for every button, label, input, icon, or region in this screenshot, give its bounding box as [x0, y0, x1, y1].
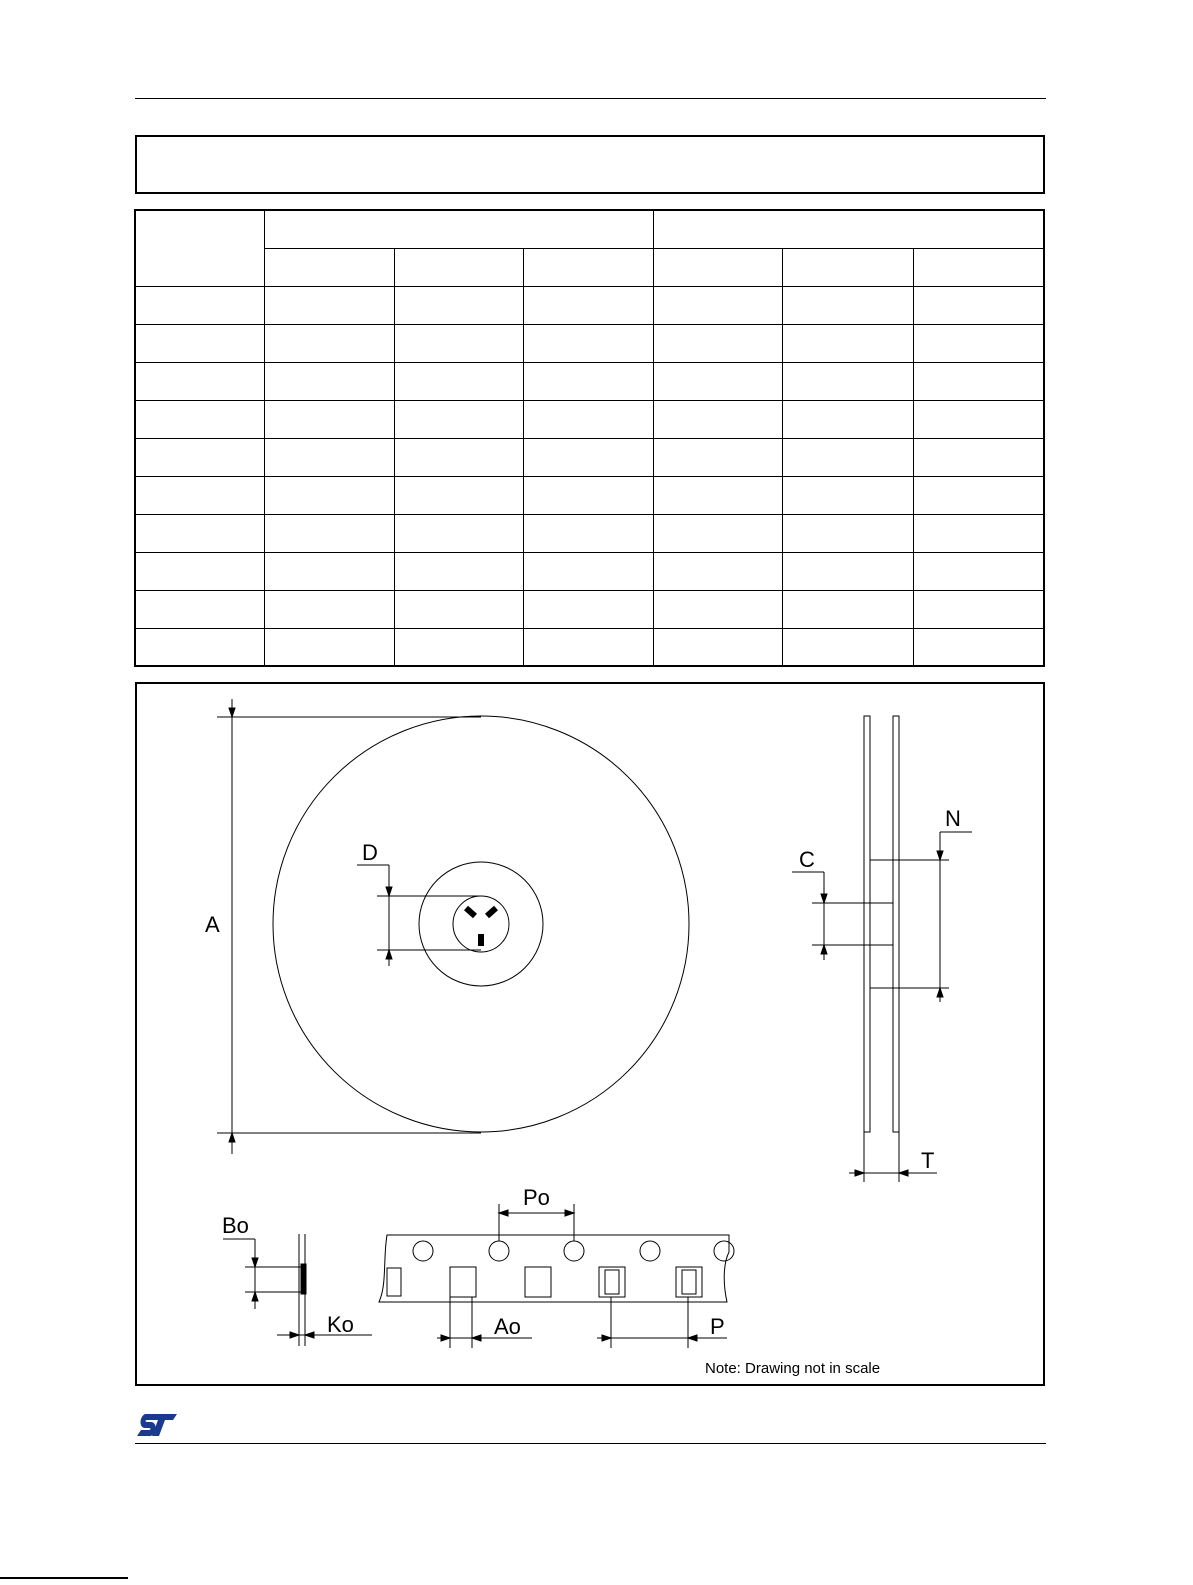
- table-header-group-millimeters: [264, 210, 653, 248]
- table-row: [135, 476, 1044, 514]
- label-c: C: [799, 847, 815, 872]
- reel-outer-circle: [273, 716, 689, 1132]
- table-row: [135, 628, 1044, 666]
- table-header-cell: [394, 248, 523, 286]
- label-t: T: [921, 1148, 935, 1173]
- reel-drawing: [137, 684, 1043, 1384]
- label-po: Po: [523, 1185, 550, 1210]
- header-rule: [135, 98, 1046, 99]
- table-header-ref-cell: [135, 210, 264, 286]
- label-d: D: [362, 840, 378, 865]
- table-header-cell: [264, 248, 394, 286]
- table-row: [135, 438, 1044, 476]
- st-logo-icon: [135, 1412, 179, 1440]
- label-ao: Ao: [494, 1314, 521, 1339]
- reel-hub-circle: [419, 862, 543, 986]
- table-header-group-inches: [653, 210, 1044, 248]
- label-n: N: [945, 806, 961, 831]
- table-row: [135, 552, 1044, 590]
- table-header-cell: [653, 248, 782, 286]
- drawing-note: Note: Drawing not in scale: [705, 1360, 881, 1377]
- table-row: [135, 514, 1044, 552]
- table-header-cell: [523, 248, 653, 286]
- label-a: A: [205, 912, 220, 937]
- label-ko: Ko: [327, 1312, 354, 1337]
- table-header-cell: [782, 248, 913, 286]
- reel-drawing-frame: [135, 682, 1045, 1386]
- table-row: [135, 590, 1044, 628]
- table-title-box: [135, 135, 1045, 194]
- bottom-edge-mark: [0, 1577, 128, 1579]
- spindle-keys: [466, 908, 496, 946]
- table-row: [135, 400, 1044, 438]
- label-bo: Bo: [222, 1213, 249, 1238]
- reel-flange-left: [864, 716, 870, 1132]
- table-row: [135, 324, 1044, 362]
- label-p: P: [710, 1314, 725, 1339]
- reel-flange-right: [893, 716, 899, 1132]
- table-row: [135, 286, 1044, 324]
- footer-rule: [135, 1443, 1046, 1444]
- reel-dimensions-table: [134, 209, 1045, 667]
- table-header-cell: [913, 248, 1044, 286]
- table-row: [135, 362, 1044, 400]
